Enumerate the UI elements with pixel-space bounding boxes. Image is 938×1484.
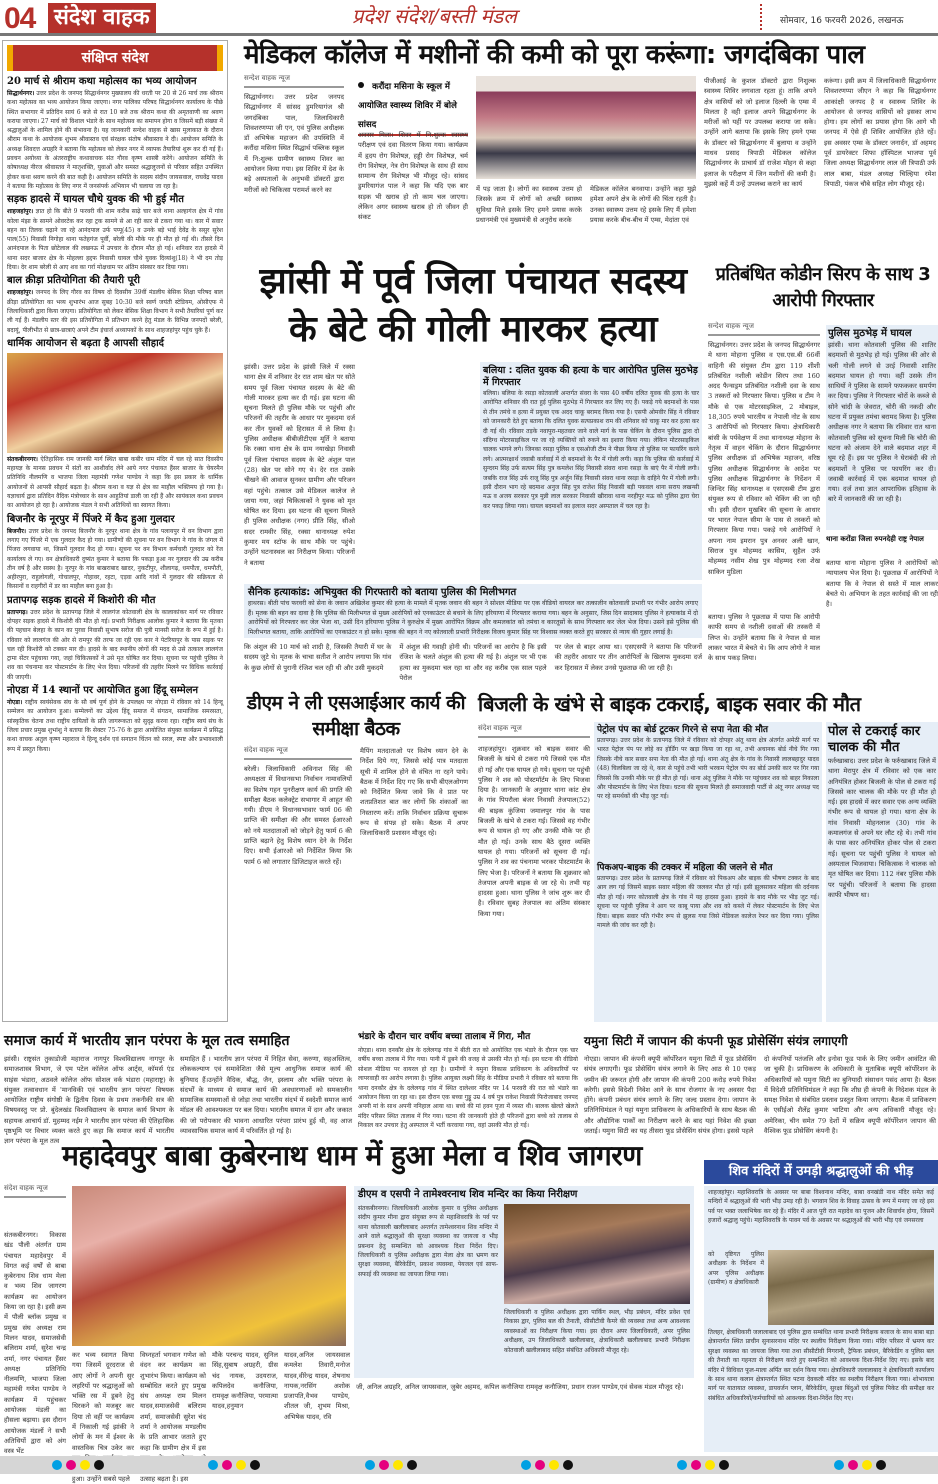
brief-item-text xyxy=(7,608,223,682)
color-dot-icon xyxy=(705,1460,715,1470)
paper-name-logo: संदेश वाहक xyxy=(48,3,156,33)
codeine-byline: सन्देश वाहक न्यूज xyxy=(708,322,820,336)
color-dot-icon xyxy=(393,1460,403,1470)
brief-item-place: नोएडा। xyxy=(7,699,23,707)
mahadevpur-byline: संदेश वाहक न्यूज xyxy=(4,1184,66,1198)
mahadevpur-col-1: संतकबीरनगर। विकास खंड पौली अंतर्गत ग्राम पंचायत महादेवपुर में विगत कई वर्षों से बाबा कुबेरनाथ शिव धाम मेला व भव्य शिव जागरण कार्यक्रम का आयोजन किया जा रहा है। इसी क्रम में पौली ब्लॉक प्रमुख व प्रमुख संघ अध्यक्ष राम मिलन यादव, समाजसेवी बलिराम शर्मा, सुरेश चन्द्र शर्मा, नगर पंचायत हैंसर अध्यक्ष प्रतिनिधि नीलमणि, भाजपा जिला महामंत्री गणेश पाण्डेय ने कार्यक्रम में पहुंचकर आयोजक मंडली का हौसला बढ़ाया। इस दौरान आयोजक मंडलों ने सभी अतिथियों द्वारा को अंग वस्त्र भेंट xyxy=(4,1231,66,1456)
brief-item-title: सड़क हादसे में घायल चौथे युवक की भी हुई मौत xyxy=(7,194,184,206)
brief-header: संक्षिप्त संदेश xyxy=(7,45,223,71)
sir-col-2: मैपिंग मतदाताओ पर विशेष ध्यान देने के निर्देश दिये गए, जिससे कोई पात्र मतदाता सूची में शामिल होने से वंचित ना रहने पाये। बैठक में निर्देश दिए गए कि सभी बीएलओगण को निर्देशित किया जावे कि वे प्रात पर शतप्रतिशत बात कर लोगों कि शंकाओं का निस्तारण करें। ताकि निर्वाचन प्रक्रिया सुचारू रूप से संपन्न हो सके। बैठक में अपर जिलाधिकारी प्रशासन मौजूद रहे। xyxy=(360,747,468,838)
brief-item xyxy=(7,193,223,272)
color-dot-icon xyxy=(848,1460,858,1470)
samaj-headline: समाज कार्य में भारतीय ज्ञान परंपरा के मूल तत्व समाहित xyxy=(4,1033,290,1049)
brief-item xyxy=(7,594,223,682)
dm-sp-title: डीएम व एसपी ने तामेश्वरनाथ शिव मन्दिर का किया निरीक्षण xyxy=(358,1189,578,1200)
samaj-col-1: झांसी। राष्ट्रसंत तुकाडोजी महाराज नागपुर विश्वविद्यालय नागपुर के समाजशास्त्र विभाग, जे एम पटेल कॉलेज ऑफ आर्ट्स, कॉमर्स एंड साइंस भंडारा, अठवले कॉलेज ऑफ सोशल वर्क भंडारा (महाराष्ट्र) के संयुक्त तत्वावधान में 'मानविकी एवं भारतीय ज्ञान परंपरा' विषयक आयोजित राष्ट्रीय संगोष्ठी के द्वितीय दिवस के प्रथम तकनीकी सत्र की विषयवस्तु पर प्रो. बुंदेलखंड विश्वविद्यालय के समाज कार्य विभाग के सहायक आचार्य डॉ. मुहम्मद नईम ने भारतीय ज्ञान परंपरा की ऐतिहासिक पृष्ठभूमि पर विचार व्यक्त करते हुए कहा कि समाज कार्य में भारतीय ज्ञान परंपरा के मूल तत्व xyxy=(4,1055,174,1146)
mahadevpur-headline: महादेवपुर बाबा कुबेरनाथ धाम में हुआ मेला व शिव जागरण xyxy=(62,1139,642,1172)
brief-item-body: उत्तर प्रदेश के जनपद सिद्धार्थनगर मुख्यालय की धरती पर 20 से 26 मार्च तक श्रीराम कथा महोत्सव का भव्य आयोजन किया जाएगा। नगर पालिका परिषद सिद्धार्थनगर कार्यालय के पीछे स्थित सभागार में प्रतिदिन सायं 6 बजे से रात 10 बजे तक श्रीराम कथा की अमृतवाणी का श्रवण कराया जाएगा। 27 मार्च को विशाल भंडारे के साथ महोत्सव का समापन होगा व जिसमें बड़ी संख्या में श्रद्धालुओं के शामिल होने की संभावना है। यह जानकारी सन्देश वाहक से खास मुलाकात के दौरान श्रीराम कथा के आयोजक शुभम श्रीवास्तव एवं संरक्षक संतोष श्रीवास्तव ने दी। आयोजन समिति के अध्यक्ष शिवदत्त अग्रहरि ने बताया कि महोत्सव को लेकर नगर में व्यापक तैयारियां शुरू कर दी गई हैं। प्रवचन अयोध्या के अंतरराष्ट्रीय कथावाचक संत गौरव कृष्ण शास्त्री करेंगे। आयोजन समिति के कोषाध्यक्ष नीरज श्रीवास्तव ने मातृशक्ति, युवाओं और समस्त श्रद्धालुजनों से परिवार सहित उपस्थित होकर कथा श्रवण करने की बात कही है। आयोजन समिति के सदस्य संदीप जायसवाल, राघवेंद्र यादव ने बताया कि महोत्सव के लिए नगर में जनसंपर्क अभियान भी चलाया जा रहा है। xyxy=(7,90,224,190)
mahadevpur-col-5: यादव,अनिल जायसवाल कमलेश तिवारी,मनोज यादव,वीरेन्द्र यादव, शेषनाथ नायक,नरसिंग अशोक प्रजापति,वैभव पाण्डेय, शीतल जी, शुभम मिश्रा, अभिषेक यादव, रवि xyxy=(284,1351,350,1421)
section-title: प्रदेश संदेश/बस्ती मंडल xyxy=(352,4,517,28)
mahadevpur-col-6: जी, अनिल अग्रहरि, अनिल जायसवाल, जुबेर अहमद, कपिल कनौजिया रामवृक्ष कनौजिया, प्रधान राजन पाण्डेय,एवं सेवक मंडल मौजूद रहे। xyxy=(356,1383,684,1391)
color-dot-icon xyxy=(365,1460,375,1470)
lead-subhead xyxy=(358,74,468,136)
brief-item-title: प्रतापगढ़ सड़क हादसे में किशोरी की मौत xyxy=(7,594,156,606)
police-photo xyxy=(768,1250,934,1325)
codeine-headline: प्रतिबंधित कोडीन सिरप के साथ 3 आरोपी गिरफ्तार xyxy=(715,264,931,311)
color-dot-icon xyxy=(52,1460,62,1470)
brief-item xyxy=(7,684,223,754)
pole-car-title: पोल से टकराई कार चालक की मौत xyxy=(828,724,921,755)
color-dot-icon xyxy=(80,1460,90,1470)
color-dot-icon xyxy=(691,1460,701,1470)
lead-col-2: अवसर मिला। शिवर में नि:शुल्क स्वास्थ्य परीक्षण एवं दवा वितरण किया गया। कार्यक्रम में हृदय रोग विशेषज्ञ, हड्डी रोग विशेषज्ञ, चर्म रोग विशेषज्ञ, नेत्र रोग विशेषज्ञ के साथ ही साथ सामान्य रोग विशेषज्ञ भी मौजूद रहे। सांसद डुमरियागंज पाल ने कहा कि यदि एक बार सड़क भी खराब हो तो काम चल जाएगा। लेकिन अगर स्वास्थ्य खराब हो तो जीवन ही संकट xyxy=(358,131,468,222)
color-dot-icon xyxy=(66,1460,76,1470)
yamuna-col-2: दो कंपनियों पतंजलि और इनोवा फूड पार्क के लिए जमीन आवंटित की जा चुकी है। प्राधिकरण के अधिकारी के मुताबिक क्यूपी कॉर्पोरेशन के अधिकारियों को यमुना सिटी का बुनियादी संसाधन पसंद आया है। बैठक में विदेशी प्रतिनिधिमंडल ने कहा कि शीघ्र ही कंपनी के निदेशक मंडल के समक्ष निवेश से संबंधित प्रस्ताव प्रस्तुत किया जाएगा। बैठक में प्राधिकरण के एसीईओ शैलेंद्र कुमार भाटिया और अन्य अधिकारी मौजूद रहे। अमेरिका, चीन समेत 79 देशों में सक्रिय क्यूपी कॉर्पोरेशन जापान की वैश्विक फूड प्रोसेसिंग कंपनी है। xyxy=(764,1055,936,1136)
lead-subhead-text: करौंदा मसिना के स्कूल में आयोजित स्वास्थ्य शिविर में बोले सांसद xyxy=(358,82,457,130)
brief-item-title: नोएडा में 14 स्थानों पर आयोजित हुआ हिंदू सम्मेलन xyxy=(7,685,199,697)
brief-item-body: उत्तर प्रदेश के जनपद बिजनौर के नूरपुर थाना क्षेत्र के गांव पलायपुर में वन विभाग द्वारा लगाए गए पिंजरे में एक गुलदार कैद हो गया। ग्रामीणों की सूचना पर वन विभाग ने गांव के जंगल में पिंजरा लगवाया था, जिसमें गुलदार कैद हो गया। सूचना पर वन विभाग कर्मचारी गुलदार को रेंज कार्यालय ले गए। वन क्षेत्राधिकारी दुष्यंत कुमार ने बताया कि पकड़ा हुआ नर गुलदार की उम्र करीब तीन वर्ष है और स्वस्थ है। नूरपुर के गांव बाखराबाद खादर, नुकटीपुर, शीलागढ़, धमपौता, धमपौती, अहीरपुरा, राहुलोगली, गोचालपुर, गोहावर, रहटा, एड़वा आदि गांवों में गुलदार की सक्रियता से किसानों व राहगीरों में डर का माहौल बना हुआ है। xyxy=(7,527,223,591)
hathras-text: हाथरस। बीती पांच फरवरी को सेना के जवान अखिलेश कुमार की हत्या के मामले में मृतक जवान की बहन ने सोशल मीडिया पर एक वीडियो वायरल कर तत्कालीन कोतवाली प्रभारी पर गंभीर आरोप लगाए हैं। मृतक की बहन का दावा है कि पुलिस की मिलीभगत से मुख्य आरोपियों को एनकाउंटर से बचाने के लिए हरियाणा में गिरफ्तार कराया गया। बहन के अनुसार, जिस दिन सादाबाद पुलिस ने हत्याकांड में दो आरोपियों को गिरफ्तार कर जेल भेजा था, उसी दिन हरियाणा पुलिस ने कुरुक्षेत्र में मुख्य आरोपित विक्रम और कमलकांत को तमंचा व कारतूसों के साथ गिरफ्तार कर जेल भेज दिया। उसने इसे पुलिस की मिलीभगत बताया, ताकि आरोपियों का एनकाउंटर न हो सके। मृतक की बहन ने नए कोतवाली प्रभारी निरीक्षक विजय कुमार सिंह पर विश्वास व्यक्त करते हुए सरकार से न्याय की गुहार लगाई है। xyxy=(248,600,698,636)
color-dot-icon xyxy=(521,1460,531,1470)
jhansi-col-4: पर जेल से बाहर आया था। एसएसपी ने बताया कि परिजनों की तहरीर आधार पर तीन आरोपितों के खिलाफ मुकदमा दर्ज कर हिरासत में लेकर उनसे पूछताछ की जा रही है। xyxy=(554,643,702,672)
color-dot-icon xyxy=(379,1460,389,1470)
sir-col-1: बरेली। जिलाधिकारी अविनाश सिंह की अध्यक्षता में विधानसभा निर्वाचन नामावलियों का विशेष गहन पुनरीक्षण कार्य की प्रगति की समीक्षा बैठक कलेक्ट्रेट सभागार में आहूत की गयी। डीएम ने विधानसभावार फार्म 06 की प्राप्ति की समीक्षा की और समस्त ईआरओ को नये मतदाताओं को जोड़ने हेतु फार्म 6 की प्राप्ति बढ़ाने हेतु विशेष ध्यान देने के निर्देश दिए। सभी ईआरओ को निर्देशित किया कि फार्म 6 को लगातार डिजिटाइज करते रहें। xyxy=(244,765,352,866)
brief-item xyxy=(7,75,223,191)
brief-item-place: सिद्धार्थनगर। xyxy=(7,90,35,97)
jhansi-col-1: झांसी। उत्तर प्रदेश के झांसी जिले में रक्सा थाना क्षेत्र में शनिवार देर रात शाम खेत पर सोते समय पूर्व जिला पंचायत सदस्य के बेटे की गोली मारकर हत्या कर दी गई। इस घटना की सूचना मिलते ही पुलिस मौके पर पहुंची और परिजनों की तहरीर के आधार पर मुकदमा दर्ज कर तीन युवकों को हिरासत में ले लिया है। पुलिस अधीक्षक बीबीजीटीएस मूर्ति ने बताया कि रक्सा थाना क्षेत्र के ग्राम नयाखेड़ा निवासी पूर्व जिला पंचायत सदस्य के बेटे अंशुल पाल (28) खेत पर सोने गए थे। देर रात उसके चीखने की आवाज सुनकर ग्रामीण और परिजन वहां पहुंचे। तत्काल उसे मेडिकल कालेज ले जाया गया, जहां चिकित्सकों ने युवक को मृत घोषित कर दिया। इस घटना की सूचना मिलते ही पुलिस अधीक्षक (नगर) प्रीति सिंह, सीओ सदर रामवीर सिंह, रक्सा थानाध्यक्ष रुपेश कुमार मय स्टॉफ के साथ मौके पर पहुंचे। उन्होंने घटनास्थल का निरीक्षण किया। परिजनों ने बताया xyxy=(244,363,355,567)
brief-item-text xyxy=(7,455,223,511)
color-dot-icon xyxy=(563,1460,573,1470)
shiv-text-side: को दृष्टिगत पुलिस अधीक्षक के निर्देशन में अपर पुलिस अधीक्षक (ग्रामीण) व क्षेत्राधिकारी xyxy=(708,1251,764,1287)
brief-item-title: 20 मार्च से श्रीराम कथा महोत्सव का भव्य आयोजन xyxy=(7,76,197,87)
brief-item xyxy=(7,337,223,511)
samaj-col-2: समाहित हैं । भारतीय ज्ञान परंपरा में निहित सेवा, करुणा, सहअस्तित्व, लोककल्याण एवं समावेशिता जैसे मूल्य आधुनिक समाज कार्य की बुनियाद हैं।उन्होंने वैदिक, बौद्ध, जैन, इस्लाम और भक्ति परंपरा के संदर्भों के माध्यम से समाज कार्य की अवधारणाओं को समकालीन सामाजिक समस्याओं से जोड़ा तथा भारतीय संदर्भ में स्वदेशी समाज कार्य मॉडल की आवश्यकता पर बल दिया। भारतीय समाज में दान और जकात की जो परोपकार की भावना आधारित परंपरा प्रारंभ हुई थी, वह आज व्यावसायिक समाज कार्य में परिवर्तित हो गई है। xyxy=(180,1055,352,1136)
yamuna-col-1: नोएडा। जापान की कंपनी क्यूपी कॉर्पोरेशन यमुना सिटी में फूड प्रोसेसिंग संयंत्र लगाएगी। फूड प्रोसेसिंग संयंत्र लगाने के लिए आठ से 10 एकड़ जमीन की जरूरत होगी और जापान की कंपनी 200 करोड़ रुपये निवेश करेगी। इससे विदेशी निवेश आने के साथ रोजगार के नए अवसर पैदा होंगे। कंपनी प्रबंधन संयंत्र लगाने के लिए जल्द प्रस्ताव देगा। जापान के प्रतिनिधिमंडल ने यहां यमुना प्राधिकरण के अधिकारियों के साथ बैठक की और औद्योगिक पार्कों का निरीक्षण करने के बाद यहां निवेश की इच्छा जताई। यमुना सिटी का यह तीसरा फूड प्रोसेसिंग संयंत्र होगा। इससे पहले xyxy=(584,1055,756,1136)
lead-col-3: में पड़ जाता है। लोगों का स्वास्थ्य उत्तम हो जिसके क्रम में लोगों को अच्छी स्वास्थ्य सुविधा मिले इसके लिए हमने प्रयास करके प्रधानमंत्री एवं मुख्यमंत्री से अनुरोध करके xyxy=(476,185,582,224)
bike-text: शाहजहांपुर। शुक्रवार को बाइक सवार की बिजली के खंभे से टकरा गये जिससे एक मौत हो गई और एक घायल हो गये। सूचना पर पहुंची पुलिस ने शव को पोस्टमॉर्टम के लिए भिजवा दिया है। जानकारी के अनुसार थाना कांट क्षेत्र के गांव पिपरौला बंजर निवासी तेजपाल(52) की बाइक कुंजिया जमालपुर गांव के पास बिजली के खंभे से टकरा गई। जिससे वह गंभीर रूप से घायल हो गए और उनकी मौके पर ही मौत हो गई। उनके साथ बैठे दूसरा व्यक्ति घायल हो गया। परिजनों को सूचना दी गई। पुलिस ने शव का पंचनामा भरकर पोस्टमार्टम के लिए भेजा है। परिजनों ने बताया कि शुक्रवार को तेजपाल अपनी बाइक से जा रहे थे। तभी यह हादसा हुआ। थाना पुलिस ने जांच शुरू कर दी है। रविवार सुबह तेजपाल का अंतिम संस्कार किया गया। xyxy=(478,745,590,918)
hathras-title: सैनिक हत्याकांड: अभियुक्त की गिरफ्तारी को बताया पुलिस की मिलीभगत xyxy=(248,587,517,598)
color-dot-icon xyxy=(222,1460,232,1470)
header-divider xyxy=(760,4,762,30)
color-dot-icon xyxy=(862,1460,872,1470)
jhansi-col-3: में अंशुल की गवाही होनी थी। परिजनों का आरोप है कि इसी रंजिश के चलते अंशुल की हत्या की गई है। अंशुल पर भी एक हत्या का मुकदमा चल रहा था और वह करीब एक साल पहले पेरोल xyxy=(399,643,547,682)
brief-item-text xyxy=(7,207,223,272)
dm-sp-text: संतकबीरनगर। जिलाधिकारी आलोक कुमार व पुलिस अधीक्षक संदीप कुमार मीना द्वारा संयुक्त रूप से महाशिवरात्रि के पर्व पर थाना कोतवाली खलीलाबाद अन्तर्गत तामेश्वरनाथ शिव मन्दिर में आने वाले श्रद्धालुओं की सुरक्षा व्यवस्था का जायजा व भीड़ प्रबन्धन हेतु सम्बन्धित को आवश्यक दिशा निर्देश दिए। जिलाधिकारी व पुलिस अधीक्षक द्वारा मेला क्षेत्र का भ्रमण कर सुरक्षा व्यवस्था, बैरिकेडिंग, प्रकाश व्यवस्था, पेयजल एवं साफ-सफाई की व्यवस्था का जायजा लिया गया। xyxy=(358,1205,498,1278)
religious-event-photo xyxy=(7,353,223,453)
color-dot-icon xyxy=(834,1460,844,1470)
codeine-col-1: सिद्धार्थनगर। उत्तर प्रदेश के जनपद सिद्धार्थनगर मे थाना मोहाना पुलिस व एस.एस.बी 66वीं वाहिनी की संयुक्त टीम द्वारा 119 शीशी प्रतिबंधित नशीली कोडीन सिरप तथा 160 अदद फैन्सड्रम प्रतिबंधित नशीली दवा के साथ 3 तस्करों को गिरफ्तार किया। पुलिस व टीम ने मौके से एक मोटरसाइकिल, 2 मोबाइल, 18,305 रुपये भारतीय व नेपाली नोट के साथ 3 आरोपियों को गिरफ्तार किया। क्षेत्राधिकारी बांसी के पर्यवेक्षण में तथा थानाध्यक्ष मोहाना के नेतृत्व में वाहन चेकिंग के दौरान सिद्धार्थनगर पुलिस अधीक्षक डॉ अभिषेक महाजन, वरिष्ठ पुलिस अधीक्षक सिद्धार्थनगर के आदेश पर पुलिस अधीक्षक सिद्धार्थनगर के निर्देशन में जिन्दिर सिंह थानाध्यक्ष व एसएसबी टीम द्वारा संयुक्त रूप से रविवार को चेकिंग की जा रही थी। इसी दौरान मुखबिर की सूचना के आधार पर भारत नेपाल सीमा के पास से तस्करों को गिरफ्तार किया गया। पकड़े गये आरोपियों ने अपना नाम इमरान पुत्र अनवर अली खान, सिराज पुत्र मोहम्मद कासिम, सुहैल उर्फ मोहम्मद नसीम शेख पुत्र मोहम्मद रजा शेख साकिन मुडिला xyxy=(708,341,820,576)
dm-sp-box xyxy=(354,1186,694,1378)
registration-mark xyxy=(365,1460,417,1470)
encounter-subtitle: थाना करोंडा जिला रुपनदेही राष्ट्र नेपाल xyxy=(826,535,924,543)
mahadevpur-col-3: विघ्नहर्ता भगवान गणेश को वंदन कर कार्यक्रम का शुभारंभ किया। कार्यक्रम को सम्बोधित करते हुए प्रमुख संघ अध्यक्ष राम मिलन यादव,समाजसेवी बलिराम शर्मा, समाजसेवी सुरेश चंद शर्मा ने आयोजक मण्डलीय के प्रति आभार जताते हुए कहा कि ग्रामीण क्षेत्र में इस उत्साह बढ़ता है। इस xyxy=(140,1351,206,1483)
sir-headline: डीएम ने ली एसआईआर कार्य की समीक्षा बैठक xyxy=(246,692,466,740)
color-dot-icon xyxy=(719,1460,729,1470)
bhandara-text: नोएडा। थाना दनकौर क्षेत्र के दलेलगढ़ गांव में बीती रात को आयोजित एक भंडारे के दौरान एक चार वर्षीय बच्चा तालाब में गिर गया। पानी में डूबने की वजह से उसकी मौत हो गई। इस घटना की वीडियो सोशल मीडिया पर वायरल हो रहा है। ग्रामीणों ने यमुना विकास प्राधिकरण के अधिकारियों पर लापरवाही का आरोप लगाया है। पुलिस आयुक्त लक्ष्मी सिंह के मीडिया प्रभारी ने रविवार को बताया कि थाना दनकौर क्षेत्र के दलेलगढ़ गांव में स्थित दालेश्वर मंदिर पर 14 फरवरी की रात को भंडारे का आयोजन किया जा रहा था। इस दौरान एक बच्चा गुड्डू उम्र 4 वर्ष पुत्र राकेश निवासी फिरोजाबाद जनपद अपनी मां के साथ अपनी ननिहाल आया था। बच्चे की मां हवन पूजा में व्यस्त थी। बालक खेलते खेलते मंदिर परिसर स्थित तालाब में गिर गया। घटना की जानकारी होते ही परिजनों द्वारा बच्चे को तालाब से निकाल कर उपचार हेतु अस्पताल में भर्ती करवाया गया, वहां उसकी मौत हो गई। xyxy=(358,1047,578,1130)
color-dot-icon xyxy=(94,1460,104,1470)
brief-item-body: ऐतिहासिक राम जानकी मार्ग स्थित बाबा कबीर धाम मंदिर में चल रहे सात दिवसीय महायज्ञ के मानस प्रवचन में संतों का आशीर्वाद लेने आये नगर पंचायत हैंसर बाजार के चेयरमैन प्रतिनिधि नीलमणि व भाजपा जिला महामंत्री गणेश पाण्डेय ने कहा कि इस प्रकार के धार्मिक आयोजनों से आपसी सौहार्द बढ़ता है। श्रीराम कथा व यज्ञ से क्षेत्र का माहौल भक्तिमय हो गया है। यज्ञाचार्य द्वारा प्रतिदिन वैदिक मंत्रोच्चार के साथ आहुतियां डाली जा रही हैं और सायंकाल कथा प्रवचन का आयोजन हो रहा है। आयोजक मंडल ने सभी अतिथियों का स्वागत किया। xyxy=(7,455,223,510)
mahadevpur-col-2: कर भव्य स्वागत किया गया जिसमें दूरदराज से आए लोगों ने अपनी सुर लहरियों पर श्रद्धालुओं को भक्ति रस में डूबने हेतु थिरकने को मजबूर कर दिया तो वहीं पर कार्यक्रम में निकाली गई झांकी ने लोगों के मन में ईश्वर के वास्तविक चित्र उकेर कर हुआ। उन्होंने सबसे पहले xyxy=(72,1351,134,1483)
brief-item-place: प्रतापगढ़। xyxy=(7,608,28,616)
color-dot-icon xyxy=(677,1460,687,1470)
lead-col-5: पीजीआई के कुशल डॉक्टरो द्वारा निशुल्क स्वास्थ्य शिविर लगवाता रहता हूं। ताकि अपने क्षेत्र वासियों को जो इलाज दिल्ली के एम्स में मिलता है वही इलाज अपने सिद्धार्थनगर के मरीजों को यहीं पर उपलब्ध कराया जा सके। उन्होंने आगे बताया कि इसके लिए हमने एम्स के डॉक्टर को सिद्धार्थनगर में बुलाया व उन्होंने माधव प्रसाद त्रिपाठी मेडिकल कॉलेज सिद्धार्थनगर के प्राचार्य डॉ राजेश मोहन से कहा इलाज के परीक्षण में जिन मशीनों की कमी है। मुझसे कहें मैं उन्हें उपलब्ध कराने का कार्य xyxy=(704,77,816,188)
brief-item-text xyxy=(7,698,223,754)
petrol-title: पेट्रोल पंप का बोर्ड टूटकर गिरने से सपा नेता की मौत xyxy=(597,725,769,735)
bhandara-title: भंडारे के दौरान चार वर्षीय बच्चा तालाब में गिरा, मौत xyxy=(358,1032,531,1042)
brief-item-text xyxy=(7,89,223,191)
encounter-text-2: बताया थाना मोहाना पुलिस ने आरोपियों को न्यायालय भेज दिया है। पूछताछ में आरोपियों ने बताया कि वे नेपाल से सस्ते में माल लाकर बेचते थे। अभियान के तहत कार्रवाई की जा रही है। xyxy=(826,559,938,609)
registration-mark xyxy=(834,1460,886,1470)
masthead xyxy=(0,0,938,36)
brief-item-title: बिजनौर के नूरपुर में पिंजरे में कैद हुआ गुलदार xyxy=(7,513,175,525)
pole-car-text: फर्रुखाबाद। उत्तर प्रदेश के फर्रुखाबाद जिले में थाना मेरापुर क्षेत्र में रविवार को एक कार अनियंत्रित होकर बिजली के पोल से टकरा गई जिससे कार चालक की मौके पर ही मौत हो गई। इस हादसे में कार सवार एक अन्य व्यक्ति गंभीर रूप से घायल हो गया। थाना क्षेत्र के गांव निवासी मोहनलाल (30) गांव के कमालगंज से अपने घर लौट रहे थे। तभी गांव के पास कार अनियंत्रित होकर पोल से टकरा गई। सूचना पर पहुंची पुलिस ने घायल को अस्पताल भिजवाया। चिकित्सक ने चालक को मृत घोषित कर दिया। 112 नंबर पुलिस मौके पर पहुंची। परिजनों ने बताया कि हादसा काफी भीषण था। xyxy=(828,757,936,899)
brief-item-title: बाल क्रीड़ा प्रतियोगिता की तैयारी पूरी xyxy=(7,275,140,287)
brief-item-text xyxy=(7,288,223,334)
ballia-title: बलिया : दलित युवक की हत्या के चार आरोपित पुलिस मुठभेड़ में गिरफ्तार xyxy=(483,365,698,388)
color-dot-icon xyxy=(876,1460,886,1470)
mela-photo xyxy=(72,1186,346,1346)
hathras-box xyxy=(244,584,702,638)
encounter-title: पुलिस मुठभेड़ में घायल xyxy=(828,328,912,339)
color-dot-icon xyxy=(407,1460,417,1470)
lead-headline: मेडिकल कॉलेज में मशीनों की कमी को पूरा करूंगा: जगदंबिका पाल xyxy=(244,40,865,70)
bike-byline: संदेश वाहक न्यूज xyxy=(478,724,590,738)
codeine-col-2: बताया। पुलिस ने पूछताछ में पाया कि आरोपी काफी समय से नशीली दवाओं की तस्करी में लिप्त थे। उन्होंने बताया कि वे नेपाल से माल लाकर भारत में बेचते थे। कि आप लोगो ने माल के साथ पकड़ लिया। xyxy=(708,613,820,663)
brief-item-body: ज्ञात हो कि बीते 9 फरवरी की शाम करीब साढ़े चार बजे थाना अल्हागंज क्षेत्र में गांव कोला मंझा के सामने ओवरटेक कर रहा ट्रक सामने से आ रही कार से टकरा गया था। कार में सवार बहन का तिलक चढ़ाने जा रहे आनंदपाल उर्फ पप्पू(45) व उनके बड़े भाई देवेंद्र के ससुर सुरेश पाल(55) निवासी निगोहा थाना फतेहगंज पूर्वी, बरेली की मौके पर ही मौत हो गई थी। तीसरे दिन आनंदपाल के पिता छोटेलाल की लखनऊ में उपचार के दौरान मौत हो गई। शनिवार रात हादसे में थाना सदर बाजार क्षेत्र के मोहल्ला हद्दफ निवासी घायल चौथे युवक दिव्यांशु(18) ने भी दम तोड़ दिया। देर शाम बरेली से आए शव का गर्रा मोक्षधाम पर अंतिम संस्कार कर दिया गया। xyxy=(7,208,223,272)
dm-sp-text-2: जिलाधिकारी व पुलिस अधीक्षक द्वारा पार्किंग स्थल, भीड़ प्रबंधन, मंदिर प्रवेश एवं निकास द्वार, पुलिस बल की तैनाती, सीसीटीवी कैमरे की व्यवस्था तथा अन्य आवश्यक व्यवस्थाओं का निरीक्षण किया गया। इस दौरान अपर जिलाधिकारी, अपर पुलिस अधीक्षक, उप जिलाधिकारी खलीलाबाद, क्षेत्राधिकारी खलीलाबाद प्रभारी निरीक्षक कोतवाली खलीलाबाद सहित संबंधित अधिकारी मौजूद रहे। xyxy=(504,1309,690,1354)
inspection-photo xyxy=(504,1204,690,1304)
ballia-text: बलिया। बलिया के रसड़ा कोतवाली अन्तर्गत संवरा के पास 40 वर्षीय दलित युवक की हत्या के चार आरोपित शनिवार की रात हुई पुलिस मुठभेड़ में गिरफ्तार कर लिए गए हैं। पकड़े गये बदमाशों के पास से तीन तमंचे व हत्या में प्रयुक्त एक अदद चाकू बरामद किया गया है। एसपी ओमवीर सिंह ने रविवार को जानकारी देते हुए बताया कि दलित युवक सत्यप्रकाश राम की शनिवार को चाकू मार कर हत्या कर दी गई थी। रविवार तड़के नवापुरा-महतवार जाने वाले मार्ग के पास चेकिंग के दौरान पुलिस द्वारा दो संदिग्ध मोटरसाइकिल पर जा रहे व्यक्तियों को रुकने का इशारा किया गया। लेकिन मोटरसाइकिल चालक भागने लगे। जिनका रसड़ा पुलिस व एसओजी टीम ने पीछा किया तो पुलिस पर फायरिंग करने लगे। आत्मरक्षार्थ जवाबी कार्रवाई में दो बदमाशों के पैर में गोली लगी। कहा कि पुलिस की कार्रवाई में सुन्दरम सिंह उर्फ सत्यम सिंह पुत्र कमलेश सिंह निवासी संवरा थाना रसड़ा के बाएं पैर में गोली लगी। जबकि राज सिंह उर्फ राजू सिंह पुत्र अर्जुन सिंह निवासी संवरा थाना रसड़ा के दाहिने पैर में गोली लगी। इसी दौरान भाग रहे बदमाश अनुज सिंह पुत्र राजेश सिंह निवासी बड़ी पकवल थाना सराय लखन्सी मऊ व अजय सरकार पुत्र मुन्नी लाल सरकार निवासी खीरावा थाना नरहीपुर मऊ को पुलिस द्वारा घेरा कर पकड़ लिया गया। घायल बदमाशों का इलाज सदर अस्पताल में चल रहा है। xyxy=(483,390,699,510)
page-number: 04 xyxy=(4,2,36,35)
jhansi-col-2: कि अंशुल की 10 मार्च को शादी है, जिसकी तैयारी में घर के सदस्य जुटे थे। मृतक के चाचा सतीश ने आरोप लगाया कि गांव के कुछ लोगों से पुरानी रंजिश चल रही थी और उसी मुकदमे xyxy=(244,643,392,672)
brief-item-text xyxy=(7,527,223,592)
color-dot-icon xyxy=(250,1460,260,1470)
shiv-text: शाहजहांपुर। महाशिवरात्रि के अवसर पर बाबा विश्वनाथ मन्दिर, बाबा वनखंडी नाथ मंदिर समेत कई मन्दिरों में श्रद्धालुओं की भारी भीड़ उमड़ रही है। भगवान शिव के विवाह उत्सव के रूप में मनाए जा रहे इस पर्व पर भक्त जलाभिषेक कर रहे हैं। मंदिर में आज पूरी रात महादेव का पूजन और शिवार्चन होगा, जिसमें हजारों श्रद्धालु पहुंचे। महाशिवरात्रि के पावन पर्व के अवसर पर श्रद्धालुओं की भारी भीड़ एवं जनसरला xyxy=(708,1189,934,1225)
lead-col-6: करूंगा। इसी क्रम में जिलाधिकारी सिद्धार्थनगर शिवशरणप्पा जीएन ने कहा कि सिद्धार्थनगर आकांक्षी जनपद है व स्वास्थ्य शिविर के आयोजन से जनपद वासियों को इसका लाभ होगा। हम लोगों का प्रयास होगा कि आगे भी जनपद में ऐसे ही शिविर आयोजित होते रहें। इस अवसर एम्स के डॉक्टर जनार्दन, डॉ अहमद पूर्व डायरेक्टर शिफा हॉस्पिटल भाजपा पूर्व जिला अध्यक्ष सिद्धार्थनगर लाल जी त्रिपाठी उर्फ लाल बाबा, मंडल अध्यक्ष चिल्हिया रमेश त्रिपाठी, पंकज चौबे सहित लोग मौजूद रहे। xyxy=(824,77,936,188)
lead-col-1: सिद्धार्थनगर। उत्तर प्रदेश जनपद सिद्धार्थनगर में सांसद डुमरियागंज श्री जगदंबिका पाल, जिलाधिकारी शिवशरणप्पा जी एन, एवं पुलिस अधीक्षक डॉ अभिषेक महाजन की उपस्थिति में करौंदा मसिना स्थित सिद्धार्थ पब्लिक स्कूल में नि:शुल्क ग्रामीण स्वास्थ्य शिवर का आयोजन किया गया। इस शिविर में देश के बड़े अस्पतालों के अनुभवी डॉक्टरों द्वारा मरीजों को चिकित्सा परामर्श करने का xyxy=(244,93,344,194)
registration-mark xyxy=(677,1460,729,1470)
brief-item-title: धार्मिक आयोजन से बढ़ता है आपसी सौहार्द xyxy=(7,337,164,349)
brief-item-body: उत्तर प्रदेश के प्रतापगढ़ जिले में लालगंज कोतवाली क्षेत्र के कालाकांकर मार्ग पर रविवार दोपहर सड़क हादसे में किशोरी की मौत हो गई। प्रभारी निरीक्षक आलोक कुमार ने बताया कि मृतका की पहचान बेलहा के कान का पुरवा निवासी सुभाष सरोज की पुत्री मानसी सरोज के रूप में हुई है। रविवार को लालगंज की ओर से रामपुर की तरफ जा रही एक कार ने पेटरियापुर के पास सड़क पर चल रही किशोरी को टक्कर मार दी। हादसे के बाद स्थानीय लोगों की मदद से उसे तत्काल लालगंज ट्रामा सेंटर पहुंचाया गया, जहां चिकित्सकों ने उसे मृत घोषित कर दिया। सूचना पर पहुंची पुलिस ने शव का पंचनामा कर पोस्टमार्टम के लिए भेज दिया। परिजनों की तहरीर मिलने पर विधिक कार्रवाई की जाएगी। xyxy=(7,608,223,681)
pickup-text: प्रतापगढ़। उत्तर प्रदेश के प्रतापगढ़ जिले में रविवार को पिकअप और बाइक की भीषण टक्कर के बाद आग लग गई जिसमें बाइक सवार महिला की जलकर मौत हो गई। इसी झुलसाकर महिला की दर्दनाक मौत हो गई। नगर कोतवाली क्षेत्र के गांव में यह हादसा हुआ। हादसे के बाद मौके पर भीड़ जुट गई। सूचना पर पहुंची पुलिस ने आग पर काबू पाया और शव को कब्जे में लेकर पोस्टमार्टम के लिए भेज दिया। बाइक सवार पति गंभीर रूप से झुलस गया जिसे मेडिकल कालेज रेफर कर दिया गया। पुलिस मामले की जांच कर रही है। xyxy=(597,875,819,930)
registration-mark xyxy=(521,1460,573,1470)
registration-mark xyxy=(52,1460,104,1470)
shiv-box xyxy=(704,1186,938,1452)
brief-list xyxy=(3,75,227,754)
health-camp-photo xyxy=(476,76,696,179)
mahadevpur-col-4: मौके परचन्द यादव, सुनिल सिंह,सुबाष अग्रहरी, ग्रीस चंद नायक, उदयराज, कपिलदेव कनौजिया, रामवृक्ष कनौजिया, परमात्मा यादव,हनुमान xyxy=(212,1351,278,1411)
brief-item-body: राष्ट्रीय स्वयंसेवक संघ के सौ वर्ष पूर्ण होने के उपलक्ष्य पर नोएडा में रविवार को 14 हिन्दू सम्मेलन का आयोजन हुआ। सम्मेलनों का उद्देश्य हिंदू समाज में संगठन, सामाजिक समरसता, सांस्कृतिक चेतना तथा राष्ट्रीय दायित्वों के प्रति जागरूकता को सुदृढ़ करना रहा। राष्ट्रीय स्वयं संघ के जिला प्रचार प्रमुख शुभांशु ने बताया कि सेक्टर 75-76 के द्वारा आयोजित संयुक्त कार्यक्रम में प्रसिद्ध कथा वाचक अतुल कृष्ण महाराज ने हिन्दू दर्शन एवं सनातन चिंतन को सरल, स्पष्ट और प्रभावशाली रूप में प्रस्तुत किया। xyxy=(7,699,223,753)
shiv-text-2: तिलहर, क्षेत्राधिकारी जलालाबाद एवं पुलिस द्वारा सम्बंधित थाना प्रभारी निरीक्षक बजाज के साथ बाबा बड़ा क्षेत्रान्तर्गत स्थित प्राचीन सुनासरनाथ मंदिर पर स्थलीय निरीक्षण किया गया। मंदिर परिसर में भ्रमण कर सुरक्षा व्यवस्था का जायजा लिया गया तथा सीसीटीवी निगरानी, ट्रैफिक प्रबंधन, बैरिकेडिंग व पुलिस बल की तैनाती का गहनता से निरीक्षण करते हुए सम्बन्धित को आवश्यक दिशा-निर्देश दिए गए। इसके बाद मंदिर में विधिवत फूल-माला अर्पित कर दर्शन किया गया। क्षेत्राधिकारी जलालाबाद ने क्षेत्राधिकारी कार्यालय के साथ थाना कलान क्षेत्रान्तर्गत स्थित पटना देवकली मंदिर का स्थलीय निरीक्षण किया गया। शोभायात्रा मार्ग पर यातायात व्यवस्था, डायवर्जन प्लान, बैरिकेडिंग, सुरक्षा बिंदुओं एवं पुलिस पिकेट की समीक्षा कर संबंधित अधिकारियों/कर्मचारियों को आवश्यक दिशा-निर्देश दिए गए। xyxy=(708,1329,934,1402)
jhansi-headline: झांसी में पूर्व जिला पंचायत सदस्य के बेटे की गोली मारकर हत्या xyxy=(244,258,702,358)
color-dot-icon xyxy=(549,1460,559,1470)
brief-item-place: शाहजहांपुर। xyxy=(7,208,34,216)
registration-mark xyxy=(208,1460,260,1470)
ballia-box xyxy=(480,362,702,580)
brief-item xyxy=(7,513,223,592)
pickup-title: पिकअप-बाइक की टक्कर में महिला की जलने से मौत xyxy=(597,863,773,873)
bullet-icon xyxy=(358,82,364,88)
color-dot-icon xyxy=(236,1460,246,1470)
lead-col-4: मेडिकल कॉलेज बनवाया। उन्होंने कहा मुझे हमेशा अपने क्षेत्र के लोगों की चिंता रहती है। उनका स्वास्थ्य उत्तम रहे इसके लिए मैं हमेशा प्रयास करके बीच-बीच में एम्स, मेदांता एवं xyxy=(590,185,696,224)
brief-column xyxy=(2,40,228,1022)
brief-item xyxy=(7,274,223,334)
color-dot-icon xyxy=(535,1460,545,1470)
brief-item-place: शाहजहांपुर। xyxy=(7,289,34,297)
brief-item-body: जनपद के लिए गौरव का विषय दो दिवसीय 39वीं मंडलीय बेसिक शिक्षा परिषद बाल क्रीड़ा प्रतियोगिता का भव्य शुभारंभ आज सुबह 10:30 बजे स्वर्ण जयंती स्टेडियम, ओसीएफ में जिलाधिकारी द्वारा किया जाएगा। प्रतियोगिता को लेकर बेसिक शिक्षा विभाग ने सभी तैयारियां पूर्ण कर ली गई हैं। मंडलीय स्तर की इस प्रतियोगिता में प्रतिभाग करने हेतु मंडल के विभिन्न जनपदों बरेली, बदायूं, पीलीभीत से छात्र-छात्राएं अपने टीम इंचार्ज अध्यापकों के साथ शाहजहांपुर पहुंच चुके हैं। xyxy=(7,289,223,334)
petrol-text: प्रतापगढ़। उत्तर प्रदेश के प्रतापगढ़ जिले में रविवार को दोपहर अंतू थाना क्षेत्र अंतर्गत अमेठी मार्ग पर भारत पेट्रोल पंप पर लोहे का होर्डिंग पर खड़ा किया जा रहा था, तभी अचानक बोर्ड नीचे गिर गया जिसके नीचे कार सवार सपा नेता की मौत हो गई। थाना अंतू क्षेत्र के गांव के निवासी लालबहादुर यादव (48) चिलबिला जा रहे थे, कार से पहुंचे तभी भारी भरकम पेट्रोल पंप का बोर्ड उनकी कार पर गिर गया जिससे कि उनकी मौके पर ही मौत हो गई। थाना अंतू पुलिस ने मौके पर पहुंचकर शव को बाहर निकाला और पोस्टमार्टम के लिए भेज दिया। घटना की सूचना मिलते ही समाजवादी पार्टी से अंतू नगर अध्यक्ष पद पर रहे समर्थकों की भीड़ जुट गई। xyxy=(597,737,819,801)
encounter-text: झांसी। थाना कोतवाली पुलिस की शातिर बदमाशों से मुठभेड़ हो गई। पुलिस की ओर से चली गोली लगने से उरई निवासी शातिर बदमाश घायल हो गया। वहीं उसके तीन साथियों ने पुलिस के सामने फफककर समर्पण कर दिया। पुलिस ने गिरफ्तार चोरों के कब्जे से सोने चांदी के जेवरात, चोरी की नकदी और घटना में प्रयुक्त तमंचा बरामद किया है। पुलिस अधीक्षक नगर ने बताया कि रविवार रात थाना कोतवाली पुलिस को सूचना मिली कि चोरी की घटना को अंजाम देने वाले बदमाश शहर में घूम रहे हैं। इस पर पुलिस ने घेराबंदी की तो बदमाशों ने पुलिस पर फायरिंग कर दी। जवाबी कार्रवाई में एक बदमाश घायल हो गया। दर्ज तथा ज्ञात आपराधिक इतिहास के बारे में जानकारी की जा रही है। xyxy=(828,341,936,504)
bike-headline: बिजली के खंभे से बाइक टकराई, बाइक सवार की मौत xyxy=(478,692,861,716)
jhansi-continued xyxy=(244,642,702,684)
yamuna-headline: यमुना सिटी में जापान की कंपनी फूड प्रोसेसिंग संयंत्र लगाएगी xyxy=(584,1034,848,1048)
dateline: सोमवार, 16 फरवरी 2026, लखनऊ xyxy=(780,16,904,26)
brief-item-place: बिजनौर। xyxy=(7,527,27,535)
color-dot-icon xyxy=(208,1460,218,1470)
petrol-box xyxy=(594,722,822,1022)
shiv-banner: शिव मंदिरों में उमड़ी श्रद्धालुओं की भीड़ xyxy=(704,1160,938,1184)
lead-byline: सन्देश वाहक न्यूज xyxy=(244,74,344,88)
print-registration-strip xyxy=(0,1456,938,1474)
encounter-box xyxy=(826,325,938,530)
sir-byline: संदेश वाहक न्यूज xyxy=(244,746,352,760)
brief-item-place: संतकबीरनगर। xyxy=(7,455,38,463)
lead-story xyxy=(244,74,938,239)
pole-car-box xyxy=(826,722,938,1022)
